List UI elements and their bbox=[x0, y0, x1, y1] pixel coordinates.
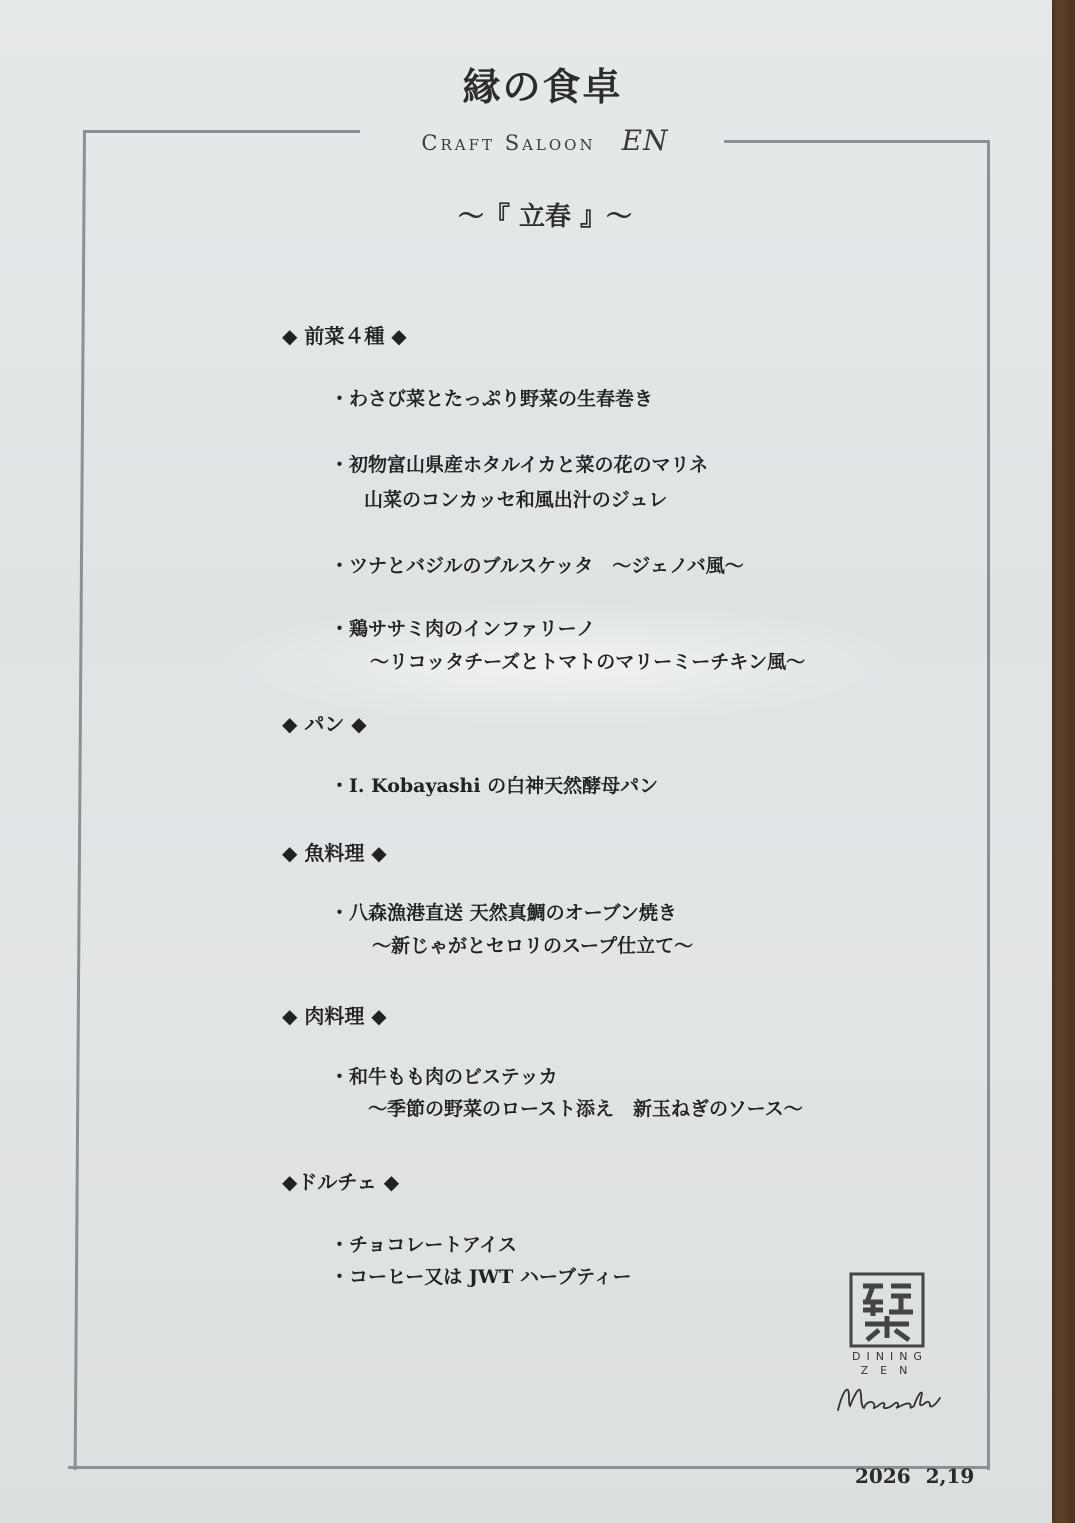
masaki-signature bbox=[832, 1380, 950, 1420]
menu-item: ・わさび菜とたっぷり野菜の生春巻き bbox=[330, 388, 654, 410]
menu-item: ・初物富山県産ホタルイカと菜の花のマリネ bbox=[330, 454, 709, 476]
menu-item: ・八森漁港直送 天然真鯛のオーブン焼き bbox=[330, 902, 677, 924]
menu-item: ・I. Kobayashi の白神天然酵母パン bbox=[330, 775, 659, 797]
frame-right bbox=[987, 140, 990, 1470]
brand-name: Craft Saloon bbox=[421, 131, 596, 155]
section-heading-bread: ◆ パン ◆ bbox=[282, 712, 367, 736]
logo-zen-text: ZEN bbox=[860, 1364, 920, 1377]
section-heading-fish: ◆ 魚料理 ◆ bbox=[282, 841, 387, 865]
menu-date: 2026 2,19 bbox=[855, 1464, 975, 1488]
menu-item: ・ツナとバジルのブルスケッタ ～ジェノバ風～ bbox=[330, 555, 744, 577]
menu-item: ・和牛もも肉のビステッカ bbox=[330, 1066, 558, 1088]
section-heading-meat: ◆ 肉料理 ◆ bbox=[282, 1004, 387, 1028]
menu-item: ・チョコレートアイス bbox=[330, 1234, 517, 1256]
logo-dining-text: DINING bbox=[852, 1350, 928, 1363]
menu-item: ・コーヒー又は JWT ハーブティー bbox=[330, 1266, 632, 1288]
frame-bottom bbox=[68, 1466, 990, 1469]
menu-item-description: ～新じゃがとセロリのスープ仕立て～ bbox=[372, 935, 694, 957]
frame-left bbox=[74, 130, 86, 1470]
menu-item-description: ～リコッタチーズとトマトのマリーミーチキン風～ bbox=[370, 651, 806, 673]
menu-item-description: ～季節の野菜のロースト添え 新玉ねぎのソース～ bbox=[368, 1098, 803, 1120]
brand-mark: EN bbox=[621, 124, 669, 157]
zen-kanji-mark-icon bbox=[849, 1272, 925, 1348]
restaurant-title: 縁の食卓 bbox=[462, 64, 623, 109]
section-heading-appetizer: ◆ 前菜４種 ◆ bbox=[282, 324, 407, 348]
section-heading-dolce: ◆ドルチェ ◆ bbox=[282, 1170, 400, 1194]
dining-zen-logo bbox=[832, 1268, 952, 1428]
menu-item-description: 山菜のコンカッセ和風出汁のジュレ bbox=[364, 489, 668, 511]
brand-line bbox=[0, 124, 1075, 157]
menu-theme: ～『 立春 』～ bbox=[457, 202, 633, 232]
menu-item: ・鶏ササミ肉のインファリーノ bbox=[330, 618, 596, 640]
